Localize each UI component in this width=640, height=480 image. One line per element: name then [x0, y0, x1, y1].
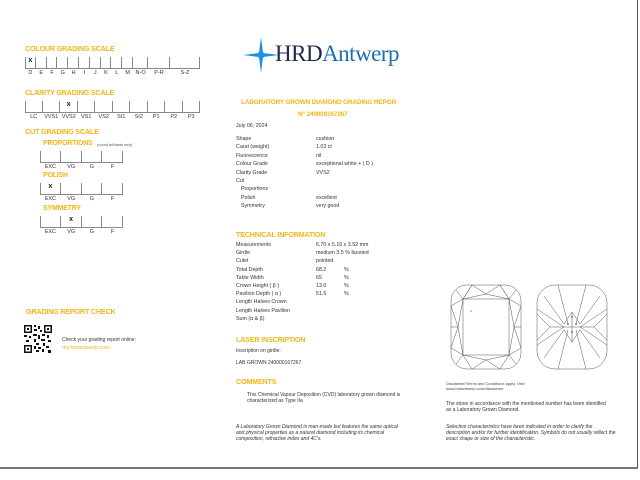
- scale-label: D: [28, 70, 33, 76]
- proportions-note: (round brilliants only): [97, 143, 133, 147]
- scale-label: VG: [67, 229, 76, 235]
- field-label: Length Halves Pavilion: [236, 307, 290, 314]
- field-value: 1.03 ct: [316, 144, 332, 151]
- field-unit: %: [344, 266, 349, 273]
- qr-code-icon[interactable]: [24, 325, 52, 353]
- scale-label: SI1: [117, 114, 126, 120]
- scale-tick: [59, 101, 60, 112]
- symmetry-scale: [40, 215, 123, 228]
- scale-tick: [56, 57, 57, 68]
- scale-label: VVS2: [61, 114, 76, 120]
- comments-title: COMMENTS: [236, 377, 277, 386]
- scale-tick: [132, 57, 133, 68]
- scale-tick: [25, 57, 26, 68]
- technical-fields: [236, 242, 416, 332]
- field-label: Sum (α & β): [236, 315, 265, 322]
- colour-grading-scale: [25, 56, 200, 69]
- scale-tick: [101, 151, 102, 162]
- field-label: Shape: [236, 136, 252, 142]
- scale-tick: [60, 151, 61, 162]
- polish-scale: [40, 182, 123, 195]
- scale-tick: [60, 216, 61, 227]
- laser-value: LAB GROWN 240000167267: [236, 360, 302, 366]
- characteristics-text: Selective characteristics have been indicated in order to clarify the description and/or for further identification. Symbols do not usually reflect the exact shape or size of the characteristic.: [446, 424, 616, 442]
- field-label: Colour Grade: [236, 161, 268, 168]
- symmetry-labels: [40, 229, 123, 237]
- scale-label: S-Z: [180, 70, 190, 76]
- scale-label: P2: [170, 114, 178, 120]
- field-value: VVS2: [316, 169, 330, 176]
- scale-tick: [81, 216, 82, 227]
- hrd-antwerp-logo: [275, 41, 399, 67]
- field-value: cushion: [316, 136, 335, 142]
- proportions-title: PROPORTIONS: [43, 140, 93, 147]
- scale-tick: [78, 57, 79, 68]
- proportions-labels: [40, 164, 123, 172]
- scale-label: LC: [30, 114, 38, 120]
- scale-tick: [101, 183, 102, 194]
- scale-label: L: [115, 70, 119, 76]
- scale-label: P1: [152, 114, 160, 120]
- scale-tick: [122, 151, 123, 162]
- field-value: pointed: [316, 258, 334, 265]
- report-title: LABORATORY GROWN DIAMOND GRADING REPOR: [241, 99, 397, 106]
- scale-tick: [122, 216, 123, 227]
- field-label: Girdle: [236, 250, 251, 257]
- disclaimer-link[interactable]: www.hrdantwerp.com/disclaimer: [446, 386, 504, 391]
- field-label: Polish: [241, 194, 256, 201]
- clarity-grading-scale: [25, 100, 200, 113]
- field-value: 51.5: [316, 291, 327, 298]
- scale-label: VS1: [81, 114, 92, 120]
- scale-label: M: [125, 70, 130, 76]
- scale-tick: [100, 57, 101, 68]
- field-value: 68.2: [316, 266, 327, 273]
- cut-scale-title: CUT GRADING SCALE: [25, 127, 99, 136]
- scale-tick: [40, 151, 41, 162]
- scale-label: I: [83, 70, 86, 76]
- field-value: medium 3.5 % faceted: [316, 250, 369, 257]
- scale-label: G: [89, 196, 95, 202]
- report-check-title: GRADING REPORT CHECK: [26, 307, 116, 316]
- scale-tick: [40, 216, 41, 227]
- scale-label: G: [89, 164, 95, 170]
- scale-tick: [199, 57, 200, 68]
- star-logo-icon: [243, 37, 279, 73]
- scale-label: P-R: [154, 70, 164, 76]
- clarity-scale-labels: [25, 114, 200, 122]
- scale-tick: [101, 216, 102, 227]
- scale-label: E: [39, 70, 44, 76]
- scale-tick: [67, 57, 68, 68]
- technical-title: TECHNICAL INFORMATION: [236, 230, 326, 239]
- laser-title: LASER INSCRIPTION: [236, 335, 306, 344]
- scale-tick: [25, 101, 26, 112]
- scale-label: K: [104, 70, 108, 76]
- laser-label: Inscription on girdle:: [236, 348, 281, 354]
- selected-mark: x: [28, 57, 33, 64]
- field-value: exceptional white + ( D ): [316, 161, 373, 168]
- field-label: Cut: [236, 178, 245, 184]
- report-check-text: Check your grading report online:: [62, 337, 136, 343]
- field-label: Crown Height ( β ): [236, 283, 280, 289]
- scale-label: SI2: [134, 114, 143, 120]
- polish-title: POLISH: [43, 172, 68, 179]
- scale-tick: [40, 183, 41, 194]
- field-label: Symmetry: [241, 203, 265, 210]
- logo-antwerp-text: Antwerp: [322, 41, 400, 66]
- field-label: Table Width: [236, 274, 264, 281]
- scale-label: EXC: [44, 229, 57, 235]
- field-value: 6.70 x 5.16 x 3.52 mm: [316, 242, 369, 248]
- scale-tick: [110, 57, 111, 68]
- scale-label: EXC: [44, 164, 57, 170]
- field-label: Total Depth: [236, 266, 263, 273]
- report-date: July 06, 2024: [236, 123, 268, 129]
- scale-tick: [35, 57, 36, 68]
- field-value: 65: [316, 274, 322, 281]
- scale-tick: [121, 57, 122, 68]
- field-value: 13.0: [316, 283, 327, 289]
- scale-tick: [199, 101, 200, 112]
- scale-tick: [112, 101, 113, 112]
- symmetry-title: SYMMETRY: [43, 205, 81, 212]
- report-number: N° 240000167267: [298, 111, 348, 118]
- field-label: Clarity Grade: [236, 169, 268, 176]
- scale-tick: [164, 101, 165, 112]
- scale-tick: [81, 151, 82, 162]
- proportions-scale: [40, 150, 123, 163]
- scale-label: F: [110, 164, 115, 170]
- svg-text:cr: cr: [470, 309, 473, 313]
- selected-mark: x: [69, 216, 74, 223]
- selected-mark: x: [66, 101, 71, 108]
- scale-label: VG: [67, 164, 76, 170]
- scale-label: VG: [67, 196, 76, 202]
- scale-tick: [147, 57, 148, 68]
- scale-tick: [46, 57, 47, 68]
- scale-tick: [94, 101, 95, 112]
- report-check-link[interactable]: my.hrdantwerp.com: [62, 345, 110, 351]
- scale-tick: [81, 183, 82, 194]
- field-label: Length Halves Crown: [236, 299, 287, 306]
- scale-label: VVS1: [44, 114, 59, 120]
- scale-tick: [169, 57, 170, 68]
- field-unit: %: [344, 283, 349, 289]
- field-value: excellent: [316, 194, 337, 201]
- scale-label: F: [50, 70, 54, 76]
- colour-scale-labels: [25, 70, 200, 78]
- field-label: Pavilion Depth ( α ): [236, 291, 282, 298]
- crown-view-diagram: [450, 284, 522, 370]
- field-value: very good: [316, 203, 340, 210]
- field-label: Proportions: [241, 186, 269, 193]
- scale-tick: [129, 101, 130, 112]
- scale-label: J: [93, 70, 97, 76]
- field-value: nil: [316, 152, 322, 159]
- scale-label: H: [71, 70, 76, 76]
- scale-label: VS2: [98, 114, 109, 120]
- scale-tick: [147, 101, 148, 112]
- field-label: Fluorescence: [236, 152, 268, 159]
- field-unit: %: [344, 274, 349, 281]
- scale-label: P3: [187, 114, 195, 120]
- colour-scale-title: COLOUR GRADING SCALE: [25, 44, 115, 53]
- comments-text: This Chemical Vapour Deposition (CVD) laboratory grown diamond is characterized as Type IIa: [247, 392, 401, 404]
- comments-disclaimer: A Laboratory Grown Diamond is man-made but features the same optical and physical properties as a natural diamond including its chemical composition, refractive index and 4C's.: [236, 424, 398, 442]
- selected-mark: x: [48, 183, 53, 190]
- pavilion-view-diagram: [536, 284, 608, 370]
- disclaimer-line-1: Disclaimer/Terms and Conditions apply. Visit: [446, 381, 525, 386]
- scale-tick: [60, 183, 61, 194]
- scale-label: EXC: [44, 196, 57, 202]
- scale-label: F: [110, 229, 115, 235]
- clarity-scale-title: CLARITY GRADING SCALE: [25, 88, 115, 97]
- field-label: Carat (weight): [236, 144, 270, 151]
- scale-label: F: [110, 196, 115, 202]
- field-label: Culet: [236, 258, 249, 265]
- identification-text: The stone in accordance with the mentioned number has been identified as a Laboratory Grown Diamond.: [446, 401, 606, 413]
- scale-label: G: [89, 229, 95, 235]
- scale-tick: [122, 183, 123, 194]
- scale-tick: [42, 101, 43, 112]
- scale-tick: [182, 101, 183, 112]
- field-unit: %: [344, 291, 349, 298]
- scale-label: N-O: [135, 70, 146, 76]
- field-label: Measurements: [236, 242, 272, 248]
- report-fields: [236, 136, 416, 216]
- logo-hrd-text: HRD: [275, 41, 323, 66]
- scale-tick: [77, 101, 78, 112]
- polish-labels: [40, 196, 123, 204]
- scale-tick: [89, 57, 90, 68]
- scale-label: G: [60, 70, 65, 76]
